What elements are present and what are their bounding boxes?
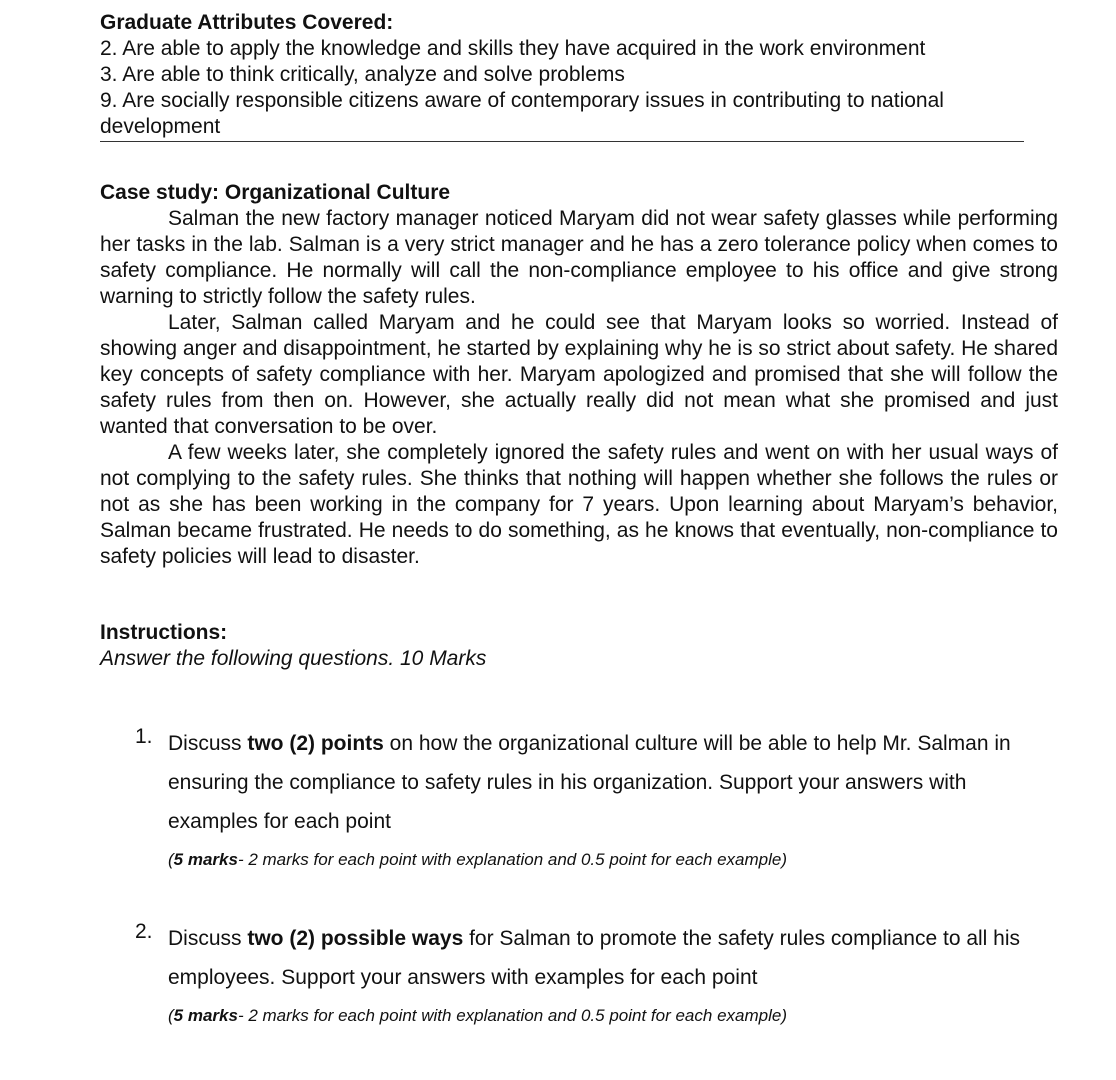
graduate-attributes-heading: Graduate Attributes Covered: [100,11,394,34]
question-text [168,724,1058,841]
graduate-attributes-list [100,36,1024,140]
graduate-attribute-item: 9. Are socially responsible citizens aware of contemporary issues in contributing to national development [100,89,944,138]
case-study-body [100,206,1058,570]
question-marks [168,849,1058,871]
marks-rest: - 2 marks for each point with explanation and 0.5 point for each example) [237,850,787,869]
marks-rest: - 2 marks for each point with explanation and 0.5 point for each example) [237,1006,787,1025]
question-marks [168,1005,1058,1027]
marks-open: ( [168,1006,174,1025]
question-prefix: Discuss [168,927,248,950]
case-study-paragraph: A few weeks later, she completely ignored the safety rules and went on with her usual ways of not complying to the safety rules. She thinks that nothing will happen whether she follows the rules or not as she has been working in the company for 7 years. Upon learning about Maryam’s behavior, Salman became frustrated. He needs to do something, as he knows that eventually, non-compliance to safety policies will lead to disaster. [100,441,1058,568]
marks-bold: 5 marks [173,850,238,869]
instructions-text: Answer the following questions. 10 Marks [100,647,487,670]
question-number: 1. [135,725,153,748]
document-page [100,10,1058,1075]
question-list [100,724,1058,1027]
case-study-paragraph: Salman the new factory manager noticed Maryam did not wear safety glasses while performing her tasks in the lab. Salman is a very strict manager and he has a zero tolerance policy when comes to safety compliance. He normally will call the non-compliance employee to his office and give strong warning to strictly follow the safety rules. [100,207,1058,308]
case-study-section [100,180,1058,570]
graduate-attributes-section [100,10,1024,142]
question-prefix: Discuss [168,732,248,755]
instructions-section [100,620,1058,672]
graduate-attribute-item: 3. Are able to think critically, analyze and solve problems [100,63,625,86]
question-emphasis: two (2) points [247,732,384,755]
question-suffix: on how the organizational culture will be able to help Mr. Salman in ensuring the compliance to safety rules in his organization. Support your answers with examples for each point [168,732,1011,833]
question-item [100,724,1058,871]
instructions-heading: Instructions: [100,621,228,644]
case-study-paragraph: Later, Salman called Maryam and he could see that Maryam looks so worried. Instead of showing anger and disappointment, he started by explaining why he is so strict about safety. He shared key concepts of safety compliance with her. Maryam apologized and promised that she will follow the safety rules from then on. However, she actually really did not mean what she promised and just wanted that conversation to be over. [100,311,1059,438]
question-emphasis: two (2) possible ways [247,927,464,950]
question-suffix: for Salman to promote the safety rules compliance to all his employees. Support your answers with examples for each point [168,927,1021,989]
question-number: 2. [135,920,153,943]
question-text [168,919,1058,997]
graduate-attribute-item: 2. Are able to apply the knowledge and skills they have acquired in the work environment [100,37,926,60]
marks-open: ( [168,850,174,869]
question-item [100,919,1058,1027]
marks-bold: 5 marks [173,1006,238,1025]
case-study-heading: Case study: Organizational Culture [100,181,451,204]
